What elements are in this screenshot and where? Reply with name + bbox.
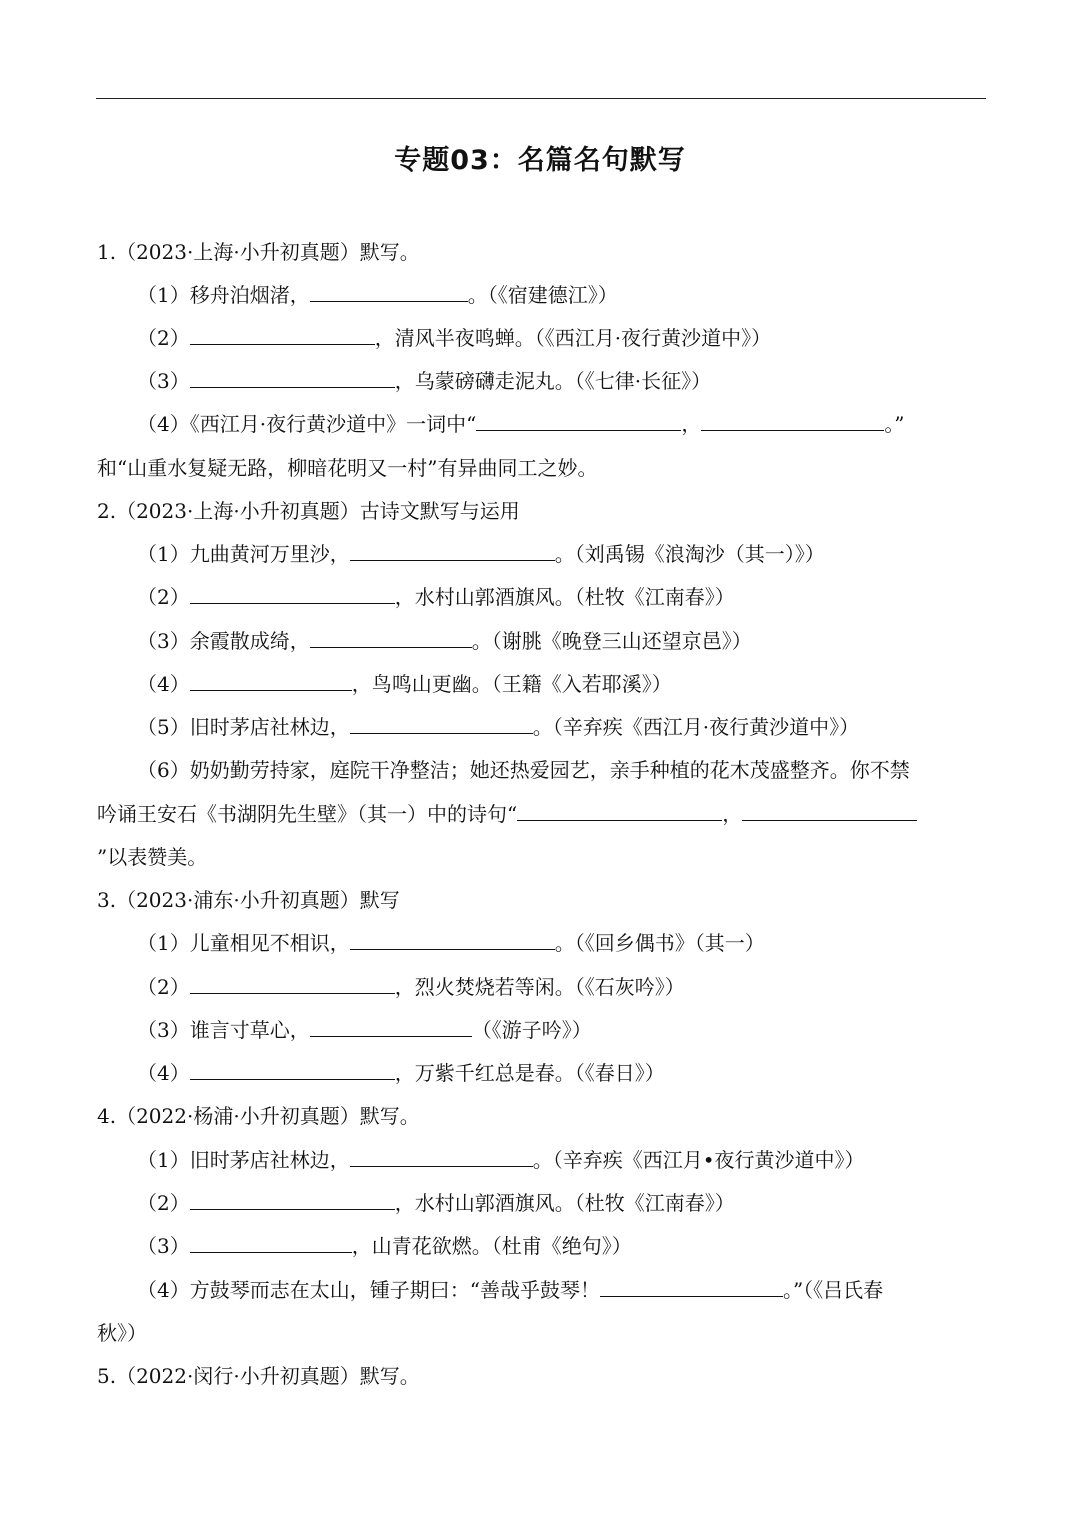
answer-blank[interactable] [350, 1148, 533, 1167]
answer-blank[interactable] [476, 412, 681, 431]
item-text: ，鸟鸣山更幽。（王籍《入若耶溪》） [351, 672, 672, 696]
item-text: 吟诵王安石《书湖阴先生壁》（其一）中的诗句“ [97, 802, 518, 826]
item-text: （2） [137, 1191, 190, 1215]
question-2-item-5 [137, 713, 859, 741]
item-text: （3）余霞散成绮， [137, 629, 310, 653]
item-text: （4） [137, 1061, 190, 1085]
answer-blank[interactable] [190, 1061, 395, 1080]
item-text: ，清风半夜鸣蝉。（《西江月·夜行黄沙道中》） [374, 326, 772, 350]
page-title: 专题03：名篇名句默写 [394, 145, 686, 176]
item-text: ，乌蒙磅礴走泥丸。（《七律·长征》） [394, 369, 712, 393]
item-text: ，万紫千红总是春。（《春日》） [394, 1061, 665, 1085]
answer-blank[interactable] [701, 412, 884, 431]
item-text: （4）《西江月·夜行黄沙道中》一词中“ [137, 412, 477, 436]
question-4-item-2 [137, 1189, 735, 1217]
question-2-item-3 [137, 627, 752, 655]
question-3-item-3 [137, 1016, 592, 1044]
answer-blank[interactable] [600, 1278, 783, 1297]
item-text: 。（辛弃疾《西江月•夜行黄沙道中》） [532, 1148, 865, 1172]
item-text: ， [722, 802, 743, 826]
question-2-item-2 [137, 583, 735, 611]
question-2-item-6-line-3: ”以表赞美。 [97, 845, 208, 869]
answer-blank[interactable] [310, 629, 472, 648]
item-text: ，水村山郭酒旗风。（杜牧《江南春》） [394, 1191, 735, 1215]
question-2-item-6: （6）奶奶勤劳持家，庭院干净整洁；她还热爱园艺，亲手种植的花木茂盛整齐。你不禁 [137, 758, 910, 782]
question-4-heading: 4.（2022·杨浦·小升初真题）默写。 [97, 1104, 420, 1128]
item-text: ，山青花欲燃。（杜甫《绝句》） [351, 1234, 632, 1258]
item-text: （3） [137, 1234, 190, 1258]
question-1-item-4-continued: 和“山重水复疑无路，柳暗花明又一村”有异曲同工之妙。 [97, 456, 598, 480]
question-2-item-1 [137, 540, 825, 568]
item-text: （1）九曲黄河万里沙， [137, 542, 350, 566]
item-text: （2） [137, 585, 190, 609]
item-text: （2） [137, 975, 190, 999]
answer-blank[interactable] [350, 542, 555, 561]
question-3-item-1 [137, 929, 765, 957]
item-text: （4） [137, 672, 190, 696]
answer-blank[interactable] [190, 326, 375, 345]
answer-blank[interactable] [190, 585, 395, 604]
item-text: （5）旧时茅店社林边， [137, 715, 350, 739]
question-4-item-4-continued: 秋》） [97, 1321, 147, 1345]
item-text: （3） [137, 369, 190, 393]
header-rule [96, 98, 986, 99]
question-4-item-3 [137, 1232, 632, 1260]
question-5-heading: 5.（2022·闵行·小升初真题）默写。 [97, 1364, 420, 1388]
question-2-heading: 2.（2023·上海·小升初真题）古诗文默写与运用 [97, 499, 520, 523]
item-text: （1）旧时茅店社林边， [137, 1148, 350, 1172]
answer-blank[interactable] [310, 283, 468, 302]
item-text: ，水村山郭酒旗风。（杜牧《江南春》） [394, 585, 735, 609]
item-text: 。（谢朓《晚登三山还望京邑》） [471, 629, 752, 653]
question-4-item-1 [137, 1146, 865, 1174]
item-text: 。（刘禹锡《浪淘沙（其一）》） [554, 542, 825, 566]
answer-blank[interactable] [517, 802, 722, 821]
item-text: ，烈火焚烧若等闲。（《石灰吟》） [394, 975, 685, 999]
item-text: 。（辛弃疾《西江月·夜行黄沙道中》） [532, 715, 860, 739]
question-4-item-4 [137, 1276, 883, 1304]
question-1-item-4 [137, 410, 905, 438]
item-text: 。（《回乡偶书》（其一） [554, 931, 765, 955]
item-text: （3）谁言寸草心， [137, 1018, 310, 1042]
answer-blank[interactable] [190, 369, 395, 388]
answer-blank[interactable] [310, 1018, 472, 1037]
question-2-item-6-line-2 [97, 800, 917, 828]
question-1-item-2 [137, 324, 771, 352]
item-text: （1）移舟泊烟渚， [137, 283, 310, 307]
question-3-heading: 3.（2023·浦东·小升初真题）默写 [97, 888, 400, 912]
answer-blank[interactable] [350, 931, 555, 950]
item-text: 。（《宿建德江》） [467, 283, 618, 307]
item-text: （2） [137, 326, 190, 350]
question-3-item-4 [137, 1059, 665, 1087]
answer-blank[interactable] [190, 672, 352, 691]
answer-blank[interactable] [350, 715, 533, 734]
item-text: （《游子吟》） [471, 1018, 592, 1042]
question-1-heading: 1.（2023·上海·小升初真题）默写。 [97, 240, 420, 264]
item-text: 。” [884, 412, 905, 436]
question-1-item-3 [137, 367, 711, 395]
answer-blank[interactable] [742, 802, 917, 821]
item-text: （4）方鼓琴而志在太山，锺子期曰：“善哉乎鼓琴！ [137, 1278, 600, 1302]
item-text: 。”（《吕氏春 [782, 1278, 884, 1302]
answer-blank[interactable] [190, 1191, 395, 1210]
answer-blank[interactable] [190, 975, 395, 994]
item-text: ， [681, 412, 702, 436]
question-3-item-2 [137, 973, 685, 1001]
question-2-item-4 [137, 670, 672, 698]
answer-blank[interactable] [190, 1234, 352, 1253]
question-1-item-1 [137, 281, 618, 309]
item-text: （1）儿童相见不相识， [137, 931, 350, 955]
